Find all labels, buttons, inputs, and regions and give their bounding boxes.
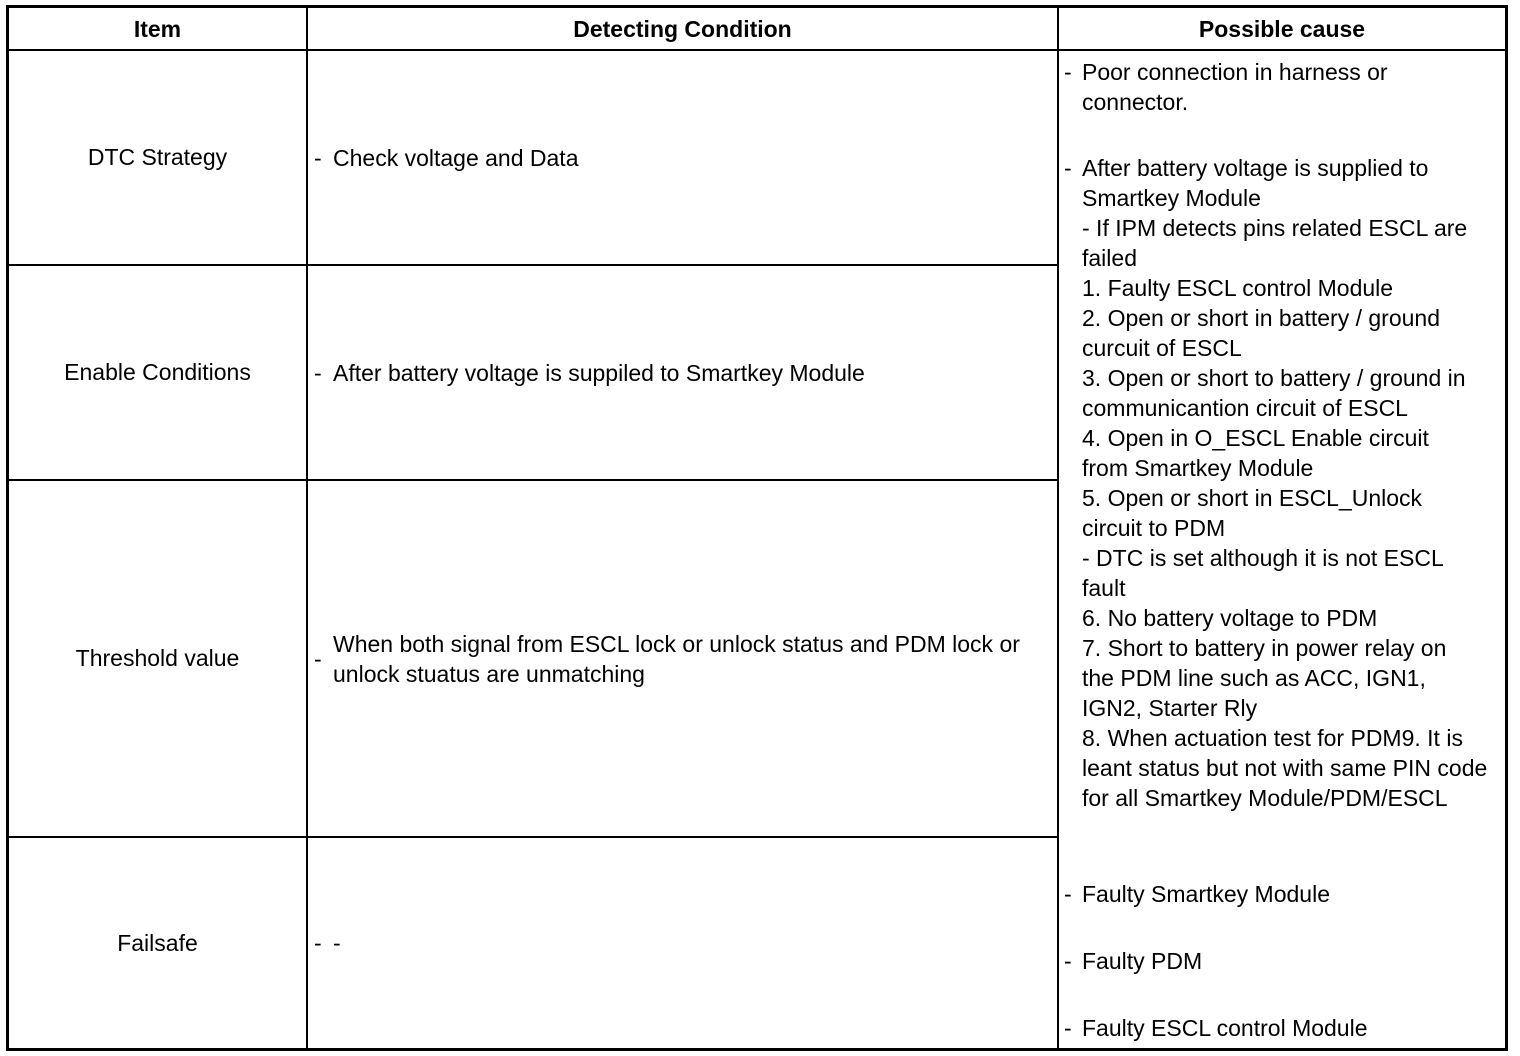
cause-line: 1. Faulty ESCL control Module — [1082, 275, 1394, 301]
cause-line: 4. Open in O_ESCL Enable circuit from Smartkey Module — [1082, 425, 1429, 481]
cause-line: 6. No battery voltage to PDM — [1082, 605, 1378, 631]
cause-line: 2. Open or short in battery / ground curcuit of ESCL — [1082, 305, 1440, 361]
possible-cause-cell — [1060, 57, 1500, 1055]
cause-poor-connection — [1064, 57, 1496, 117]
condition-threshold-value — [308, 481, 1058, 836]
condition-text: Check voltage and Data — [333, 144, 579, 171]
cause-line: 3. Open or short to battery / ground in communicantion circuit of ESCL — [1082, 365, 1466, 421]
cause-faulty-pdm — [1064, 946, 1496, 976]
cause-line: 5. Open or short in ESCL_Unlock circuit to PDM — [1082, 485, 1423, 541]
bullet-dash: - — [1064, 155, 1072, 181]
cause-battery-voltage — [1064, 153, 1496, 813]
cause-line: After battery voltage is supplied to Smartkey Module — [1082, 155, 1429, 211]
condition-failsafe — [308, 838, 1058, 1048]
cause-line: 7. Short to battery in power relay on the PDM line such as ACC, IGN1, IGN2, Starter Rly — [1082, 635, 1447, 721]
item-failsafe: Failsafe — [117, 929, 198, 956]
cause-text: Faulty PDM — [1082, 948, 1203, 974]
condition-text: When both signal from ESCL lock or unlock status and PDM lock or unlock stuatus are unmatching — [333, 630, 1020, 687]
cause-faulty-escl — [1064, 1013, 1496, 1043]
cause-faulty-smartkey — [1064, 879, 1496, 909]
bullet-dash: - — [314, 359, 322, 386]
condition-text: After battery voltage is suppiled to Smartkey Module — [333, 359, 865, 386]
cause-detail-list — [1082, 153, 1496, 813]
condition-enable-conditions — [308, 266, 1058, 479]
condition-text: - — [333, 930, 341, 956]
bullet-dash: - — [314, 645, 322, 672]
bullet-dash: - — [314, 930, 322, 956]
header-item: Item — [133, 15, 182, 42]
bullet-dash: - — [1064, 59, 1072, 85]
cause-text: Faulty Smartkey Module — [1082, 881, 1330, 907]
header-detecting-condition: Detecting Condition — [573, 15, 792, 42]
bullet-dash: - — [314, 144, 322, 171]
item-enable-conditions: Enable Conditions — [64, 359, 251, 385]
cause-line: 8. When actuation test for PDM9. It is leant status but not with same PIN code for all Smartkey Module/PDM/ESCL — [1082, 725, 1488, 811]
header-possible-cause: Possible cause — [1198, 15, 1366, 42]
cause-line: - If IPM detects pins related ESCL are failed — [1082, 215, 1468, 271]
cause-text: Faulty ESCL control Module — [1082, 1015, 1368, 1041]
condition-dtc-strategy — [308, 51, 1058, 264]
cause-line: - DTC is set although it is not ESCL fault — [1082, 545, 1443, 601]
bullet-dash: - — [1064, 881, 1072, 907]
cause-text: Poor connection in harness or connector. — [1082, 59, 1388, 115]
bullet-dash: - — [1064, 948, 1072, 974]
item-threshold-value: Threshold value — [75, 645, 240, 671]
bullet-dash: - — [1064, 1015, 1072, 1041]
item-dtc-strategy: DTC Strategy — [87, 144, 228, 170]
